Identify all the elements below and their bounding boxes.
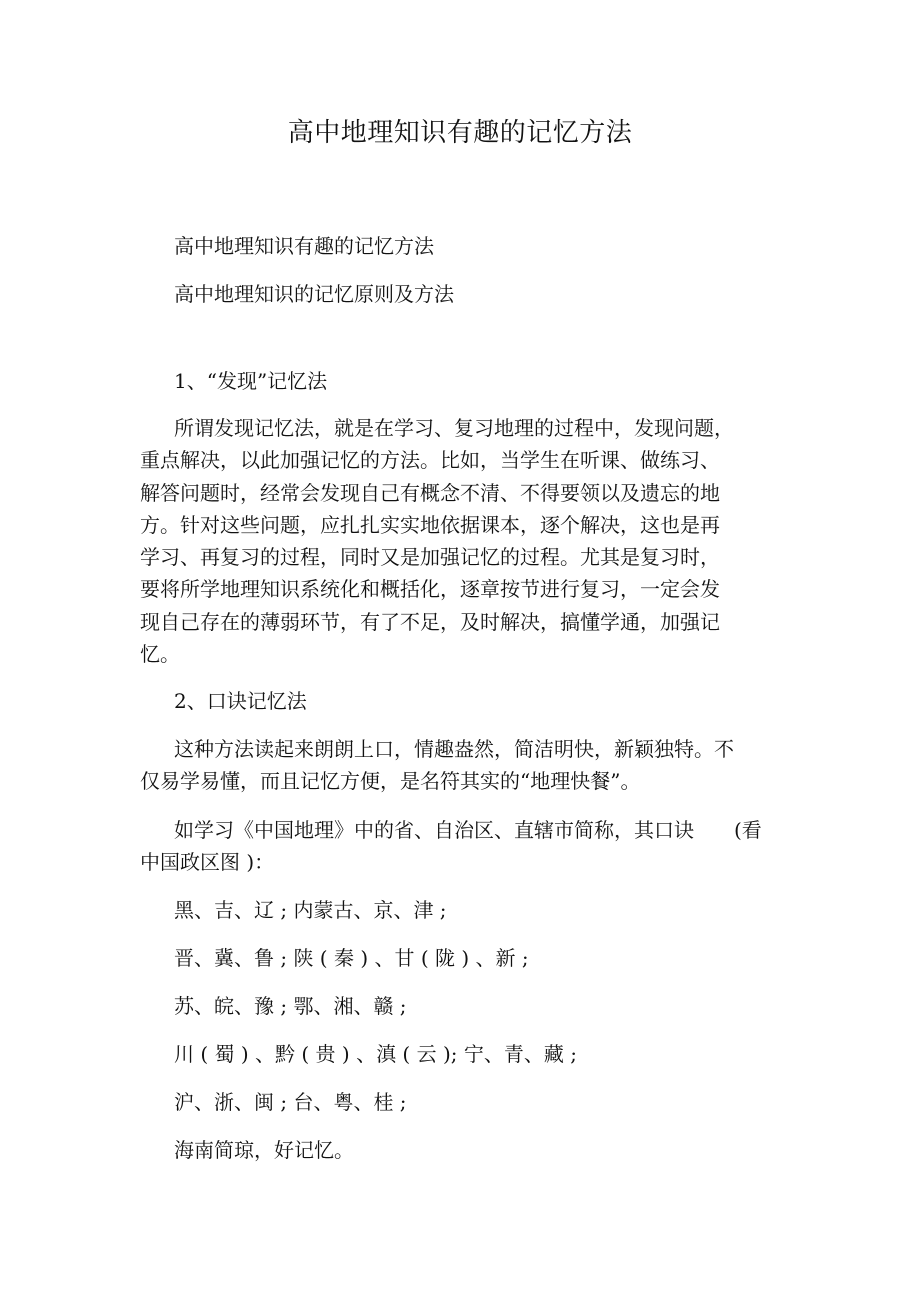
body-paragraph: 所谓发现记忆法，就是在学习、复习地理的过程中，发现问题， 重点解决，以此加强记忆的方法。比如，当学生在听课、做练习、 解答问题时，经常会发现自己有概念不清、不得要领以及遗忘的地 方。针对这些问题，应扎扎实实地依据课本，逐个解决，这也是再 学习、再复习的过程，同时又是加强记忆的过程。尤其是复习时， 要将所学地理知识系统化和概括化，逐章按节进行复习，一定会发 现自己存在的薄弱环节，有了不足，及时解决，搞懂学通，加强记 忆。 [140,416,734,667]
body-paragraph: 这种方法读起来朗朗上口，情趣盎然，简洁明快，新颖独特。不 仅易学易懂，而且记忆方便，是名符其实的“地理快餐”。 [140,737,734,794]
verse-line: 沪、浙、闽 ; 台、粤、桂 ; [174,1090,407,1114]
verse-line: 苏、皖、豫 ; 鄂、湘、赣 ; [174,994,407,1018]
subtitle-line: 高中地理知识有趣的记忆方法 [174,234,434,258]
verse-line: 川 ( 蜀 ) 、黔 ( 贵 ) 、滇 ( 云 ); 宁、青、藏 ; [174,1042,577,1066]
section-heading: 1、“发现”记忆法 [174,369,328,393]
document-title: 高中地理知识有趣的记忆方法 [287,118,633,148]
verse-line: 晋、冀、鲁 ; 陕 ( 秦 ) 、甘 ( 陇 ) 、新 ; [174,946,529,970]
verse-line: 黑、吉、辽 ; 内蒙古、京、津 ; [174,898,447,922]
verse-line: 海南简琼，好记忆。 [174,1138,354,1162]
body-paragraph: 如学习《中国地理》中的省、自治区、直辖市简称，其口诀 (看 中国政区图 )： [140,818,762,875]
subtitle-line: 高中地理知识的记忆原则及方法 [174,282,454,306]
section-heading: 2、口诀记忆法 [174,689,307,713]
